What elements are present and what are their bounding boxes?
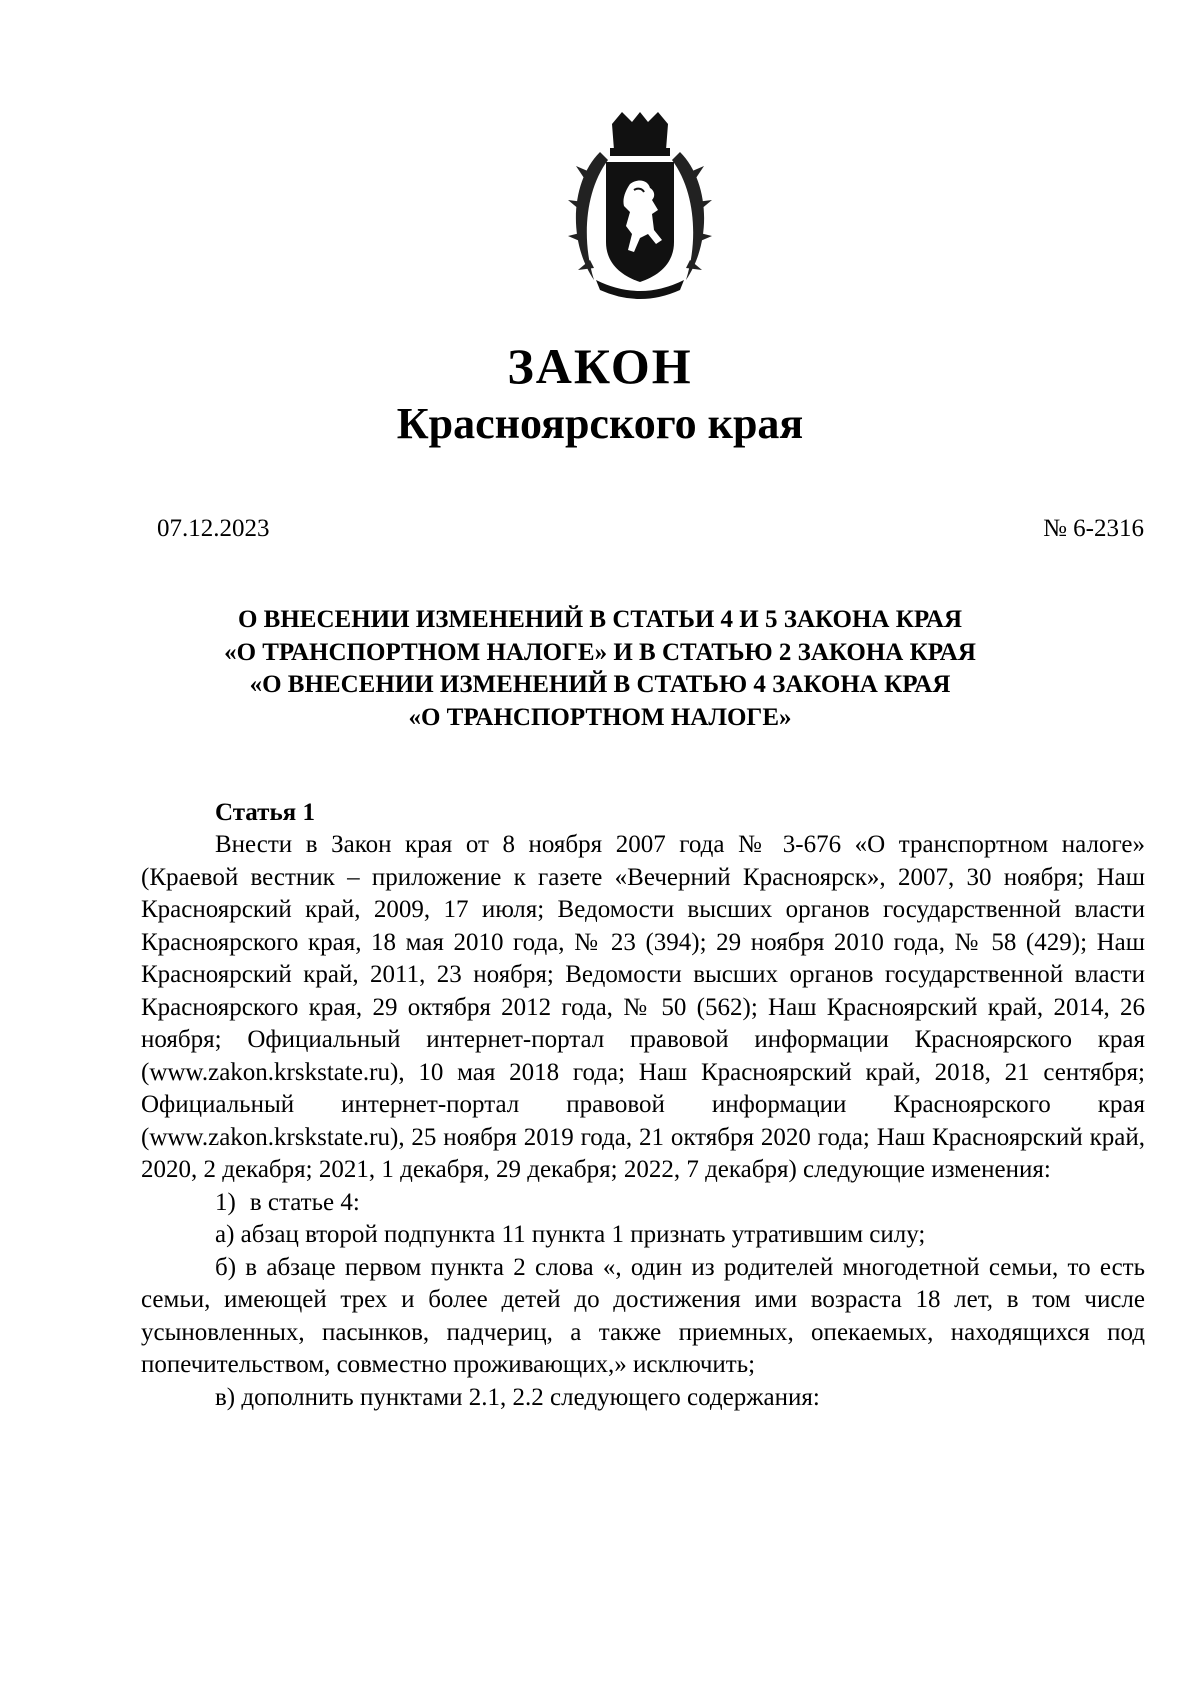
article-item-1 — [141, 1187, 1145, 1220]
document-date: 07.12.2023 — [157, 515, 270, 542]
document-subtitle: Красноярского края — [396, 399, 804, 448]
coat-of-arms-emblem — [560, 112, 720, 300]
law-heading — [0, 604, 1200, 734]
article-item-a: а) абзац второй подпункта 11 пункта 1 признать утратившим силу; — [215, 1221, 926, 1248]
law-heading-line: «О ТРАНСПОРТНОМ НАЛОГЕ» И В СТАТЬЮ 2 ЗАКОНА КРАЯ — [224, 638, 976, 666]
article-body — [141, 829, 1145, 1414]
document-title: ЗАКОН — [507, 338, 693, 394]
article-item-v: в) дополнить пунктами 2.1, 2.2 следующего содержания: — [215, 1383, 820, 1411]
article-item-b: б) в абзаце первом пункта 2 слова «, один из родителей многодетной семьи, то есть семьи, имеющей трех и более детей до достижения ими возраста 18 лет, в том числе усыновленных, пасынков, падчериц, а также приемных, опекаемых, находящихся под попечительством, совместно проживающих,» исключить; — [141, 1253, 1145, 1378]
article-intro-paragraph: Внести в Закон края от 8 ноября 2007 года № 3-676 «О транспортном налоге» (Краевой вестник – приложение к газете «Вечерний Красноярск», 2007, 30 ноября; Наш Красноярский край, 2009, 17 июля; Ведомости высших органов государственной власти Красноярского края, 18 мая 2010 года, № 23 (394); 29 ноября 2010 года, № 58 (429); Наш Красноярский край, 2011, 23 ноября; Ведомости высших органов государственной власти Красноярского края, 29 октября 2012 года, № 50 (562); Наш Красноярский край, 2014, 26 ноября; Официальный интернет-портал правовой информации Красноярского края (www.zakon.krskstate.ru), 10 мая 2018 года; Наш Красноярский край, 2018, 21 сентября; Официальный интернет-портал правовой информации Красноярского края (www.zakon.krskstate.ru), 25 ноября 2019 года, 21 октября 2020 года; Наш Красноярский край, 2020, 2 декабря; 2021, 1 декабря, 29 декабря; 2022, 7 декабря) следующие изменения: — [141, 831, 1145, 1183]
article-title: Статья 1 — [215, 799, 315, 826]
article-item-1-text: в статье 4: — [249, 1188, 360, 1216]
law-heading-line: «О ТРАНСПОРТНОМ НАЛОГЕ» — [408, 703, 792, 731]
law-heading-line: О ВНЕСЕНИИ ИЗМЕНЕНИЙ В СТАТЬИ 4 И 5 ЗАКОНА КРАЯ — [237, 606, 963, 633]
article-item-1-number: 1) — [215, 1188, 236, 1216]
document-number: № 6-2316 — [1043, 515, 1144, 542]
law-heading-line: «О ВНЕСЕНИИ ИЗМЕНЕНИЙ В СТАТЬЮ 4 ЗАКОНА КРАЯ — [249, 671, 951, 698]
